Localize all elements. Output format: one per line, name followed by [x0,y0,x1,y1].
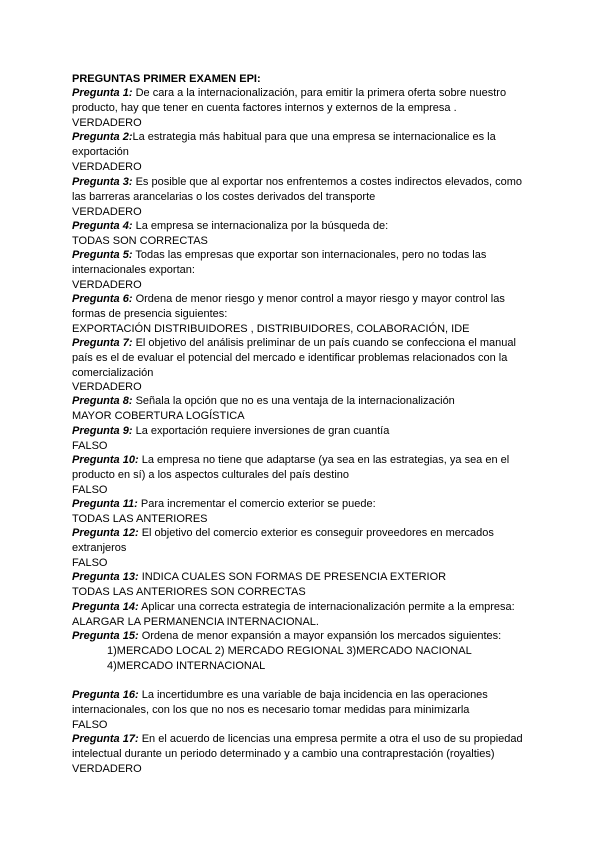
question-label: Pregunta 14: [72,601,139,613]
question-text: De cara a la internacionalización, para emitir la primera oferta sobre nuestro producto, hay que tener en cuenta factores internos y externos de la empresa . [72,87,507,114]
answer-text: VERDADERO [72,205,142,218]
question-9 [72,424,532,454]
question-10 [72,453,532,497]
question-17 [72,732,532,776]
answer-text: EXPORTACIÓN DISTRIBUIDORES , DISTRIBUIDORES, COLABORACIÓN, IDE [72,322,470,335]
question-text: Para incrementar el comercio exterior se puede: [137,498,376,510]
answer-text: FALSO [72,483,108,496]
market-order-list [107,644,527,674]
page-title: PREGUNTAS PRIMER EXAMEN EPI: [72,73,261,85]
question-text: El objetivo del análisis preliminar de un país cuando se confecciona el manual país es el de evaluar el potencial del mercado e identificar problemas relacionados con la comercialización [72,337,516,379]
answer-text: FALSO [72,439,108,452]
answer-text: VERDADERO [72,116,142,129]
question-label: Pregunta 8: [72,395,133,407]
question-label: Pregunta 12: [72,527,139,539]
answer-text: VERDADERO [72,278,142,291]
question-7 [72,336,532,395]
answer-text: TODAS SON CORRECTAS [72,234,208,247]
question-label: Pregunta 17: [72,733,139,745]
answer-text: MAYOR COBERTURA LOGÍSTICA [72,409,245,422]
market-order-line-1: 1)MERCADO LOCAL 2) MERCADO REGIONAL 3)MERCADO NACIONAL [107,645,472,657]
question-text: Todas las empresas que exportar son internacionales, pero no todas las internacionales exportan: [72,249,487,276]
question-14 [72,600,532,630]
question-text: Es posible que al exportar nos enfrentemos a costes indirectos elevados, como las barreras arancelarias o los costes derivados del transporte [72,176,523,203]
question-3 [72,175,532,219]
question-4 [72,219,532,249]
answer-text: FALSO [72,556,108,569]
answer-text: VERDADERO [72,160,142,173]
question-text: La empresa se internacionaliza por la búsqueda de: [132,220,389,232]
question-text: Ordena de menor riesgo y menor control a mayor riesgo y mayor control las formas de presencia siguientes: [72,293,505,320]
question-11 [72,497,532,527]
question-label: Pregunta 11: [72,498,138,510]
question-2 [72,130,532,174]
question-label: Pregunta 16: [72,689,139,701]
question-text: INDICA CUALES SON FORMAS DE PRESENCIA EXTERIOR [138,571,447,583]
question-label: Pregunta 2: [72,131,133,143]
question-text: La empresa no tiene que adaptarse (ya sea en las estrategias, ya sea en el producto en sí) a los aspectos culturales del país destino [72,454,510,481]
answer-text: TODAS LAS ANTERIORES [72,512,208,525]
question-label: Pregunta 1: [72,87,133,99]
question-text: La exportación requiere inversiones de gran cuantía [132,425,390,437]
question-label: Pregunta 13: [72,571,139,583]
question-label: Pregunta 9: [72,425,133,437]
question-12 [72,526,532,570]
answer-text: TODAS LAS ANTERIORES SON CORRECTAS [72,585,306,598]
market-order-line-2: 4)MERCADO INTERNACIONAL [107,659,266,672]
answer-text: VERDADERO [72,381,142,394]
question-label: Pregunta 7: [72,337,133,349]
question-label: Pregunta 6: [72,293,133,305]
question-label: Pregunta 4: [72,220,133,232]
question-6 [72,292,532,336]
question-13 [72,570,532,600]
question-label: Pregunta 5: [72,249,133,261]
answer-text: ALARGAR LA PERMANENCIA INTERNACIONAL. [72,615,319,628]
question-text: La estrategia más habitual para que una empresa se internacionalice es la exportación [72,131,496,158]
question-text: En el acuerdo de licencias una empresa permite a otra el uso de su propiedad intelectual durante un periodo determinado y a cambio una contraprestación (royalties) [72,733,523,760]
answer-text: FALSO [72,718,108,731]
question-1 [72,86,532,130]
question-text: La incertidumbre es una variable de baja incidencia en las operaciones internacionales, con los que no nos es necesario tomar medidas para minimizarla [72,689,488,716]
question-16 [72,688,532,732]
question-text: Aplicar una correcta estrategia de internacionalización permite a la empresa: [138,601,515,613]
question-text: Señala la opción que no es una ventaja de la internacionalización [132,395,455,407]
question-15 [72,629,532,644]
question-label: Pregunta 3: [72,176,133,188]
answer-text: VERDADERO [72,762,142,775]
question-label: Pregunta 15: [72,630,139,642]
question-label: Pregunta 10: [72,454,139,466]
question-8 [72,394,532,424]
question-text: Ordena de menor expansión a mayor expansión los mercados siguientes: [138,630,502,642]
question-5 [72,248,532,292]
question-text: El objetivo del comercio exterior es conseguir proveedores en mercados extranjeros [72,527,494,554]
